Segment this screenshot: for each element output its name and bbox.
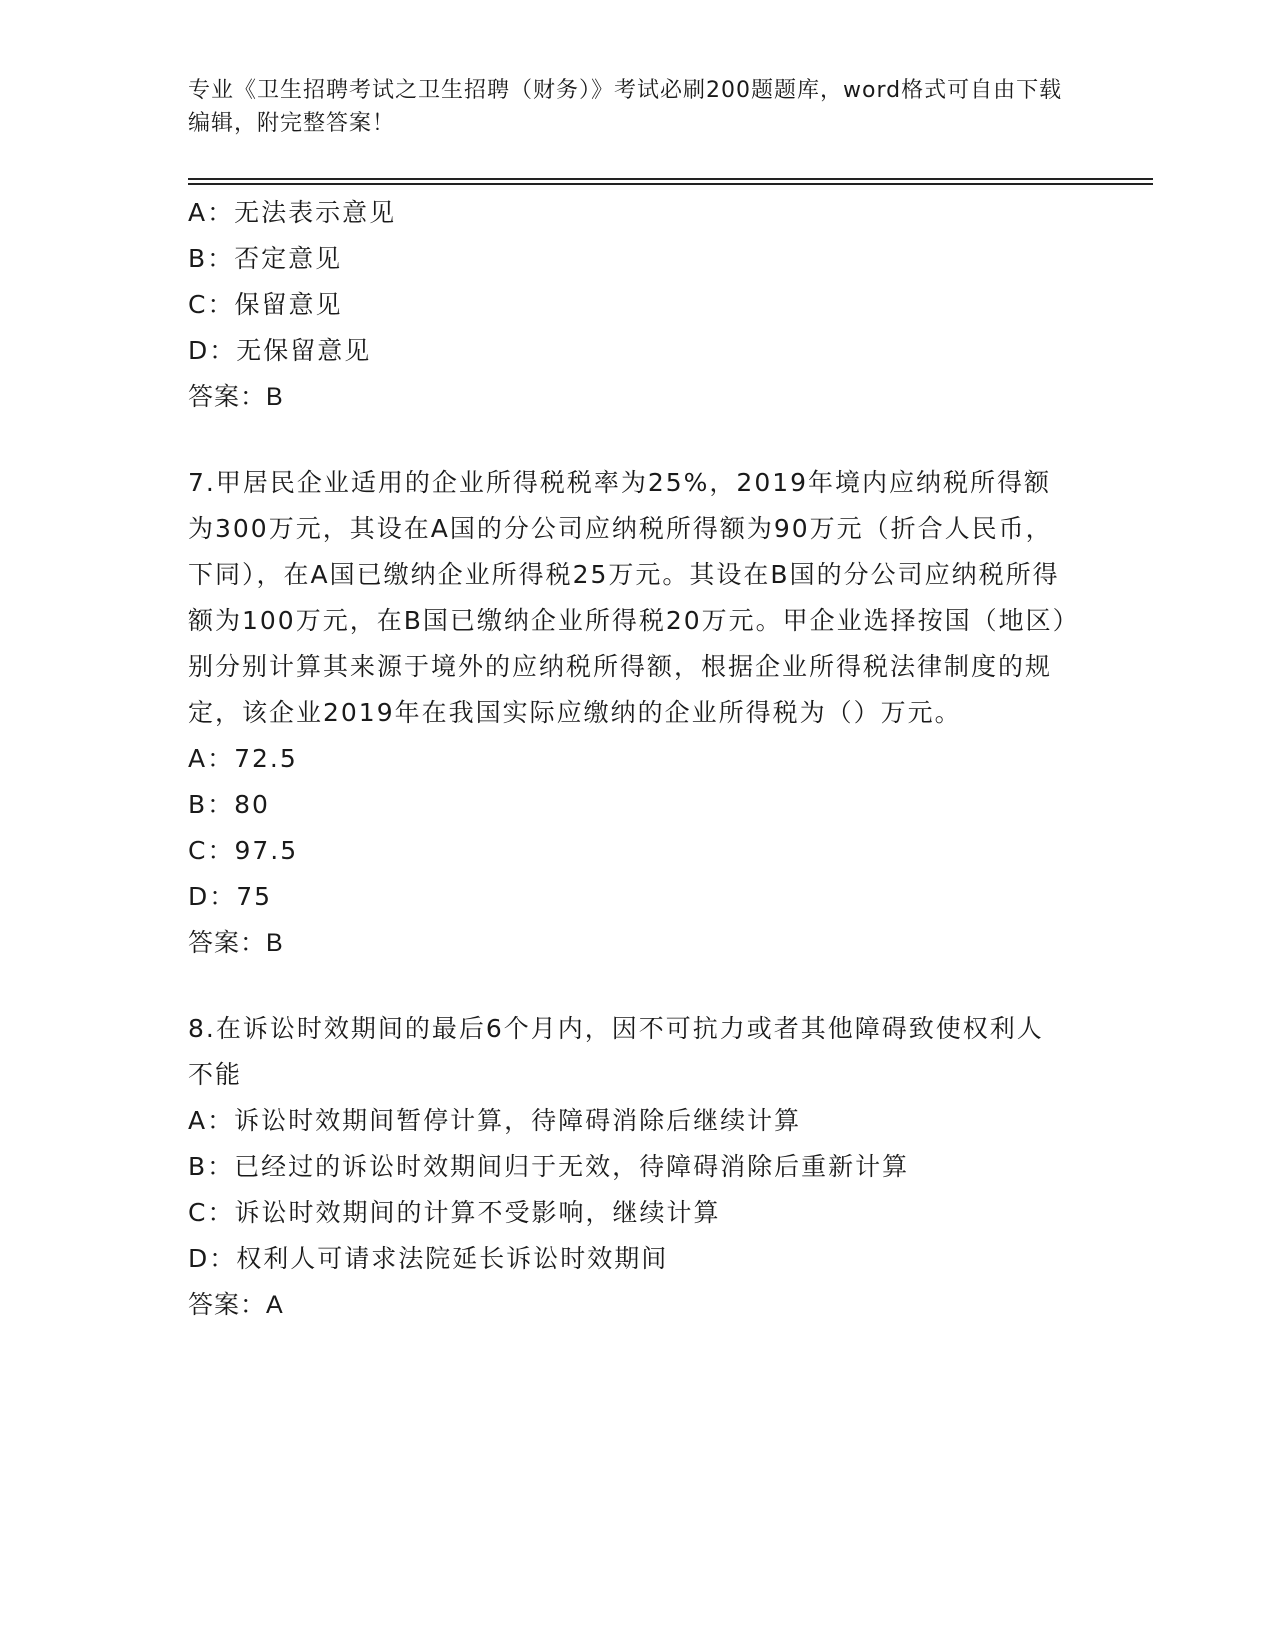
option-a: A：诉讼时效期间暂停计算，待障碍消除后继续计算 [188, 1106, 802, 1135]
question-7-block [188, 460, 1088, 966]
document-header: 专业《卫生招聘考试之卫生招聘（财务）》考试必刷200题题库，word格式可自由下载编辑，附完整答案！ [188, 78, 1063, 136]
option-c: C：诉讼时效期间的计算不受影响，继续计算 [188, 1198, 721, 1227]
answer-line: 答案：B [188, 383, 284, 411]
option-a: A：72.5 [188, 744, 298, 773]
header-divider-top [188, 178, 1153, 180]
option-d: D：权利人可请求法院延长诉讼时效期间 [188, 1244, 669, 1273]
question-8-block [188, 1006, 1088, 1328]
question-7-text: 7.甲居民企业适用的企业所得税税率为25%，2019年境内应纳税所得额为300万元，其设在A国的分公司应纳税所得额为90万元（折合人民币，下同），在A国已缴纳企业所得税25万元。其设在B国的分公司应纳税所得额为100万元，在B国已缴纳企业所得税20万元。甲企业选择按国（地区）别分别计算其来源于境外的应纳税所得额，根据企业所得税法律制度的规定，该企业2019年在我国实际应缴纳的企业所得税为（）万元。 [188, 468, 1068, 727]
document-body [188, 190, 1088, 1328]
option-c: C：97.5 [188, 836, 299, 865]
question-8-text: 8.在诉讼时效期间的最后6个月内，因不可抗力或者其他障碍致使权利人不能 [188, 1014, 1044, 1089]
answer-line: 答案：A [188, 1291, 284, 1319]
answer-line: 答案：B [188, 929, 284, 957]
option-d: D：75 [188, 882, 273, 911]
option-b: B：80 [188, 790, 270, 819]
option-a: A：无法表示意见 [188, 198, 397, 227]
question-6-block [188, 190, 1088, 420]
header-divider-bottom [188, 183, 1153, 185]
option-c: C：保留意见 [188, 290, 343, 319]
option-b: B：否定意见 [188, 244, 343, 273]
option-d: D：无保留意见 [188, 336, 372, 365]
option-b: B：已经过的诉讼时效期间归于无效，待障碍消除后重新计算 [188, 1152, 910, 1181]
